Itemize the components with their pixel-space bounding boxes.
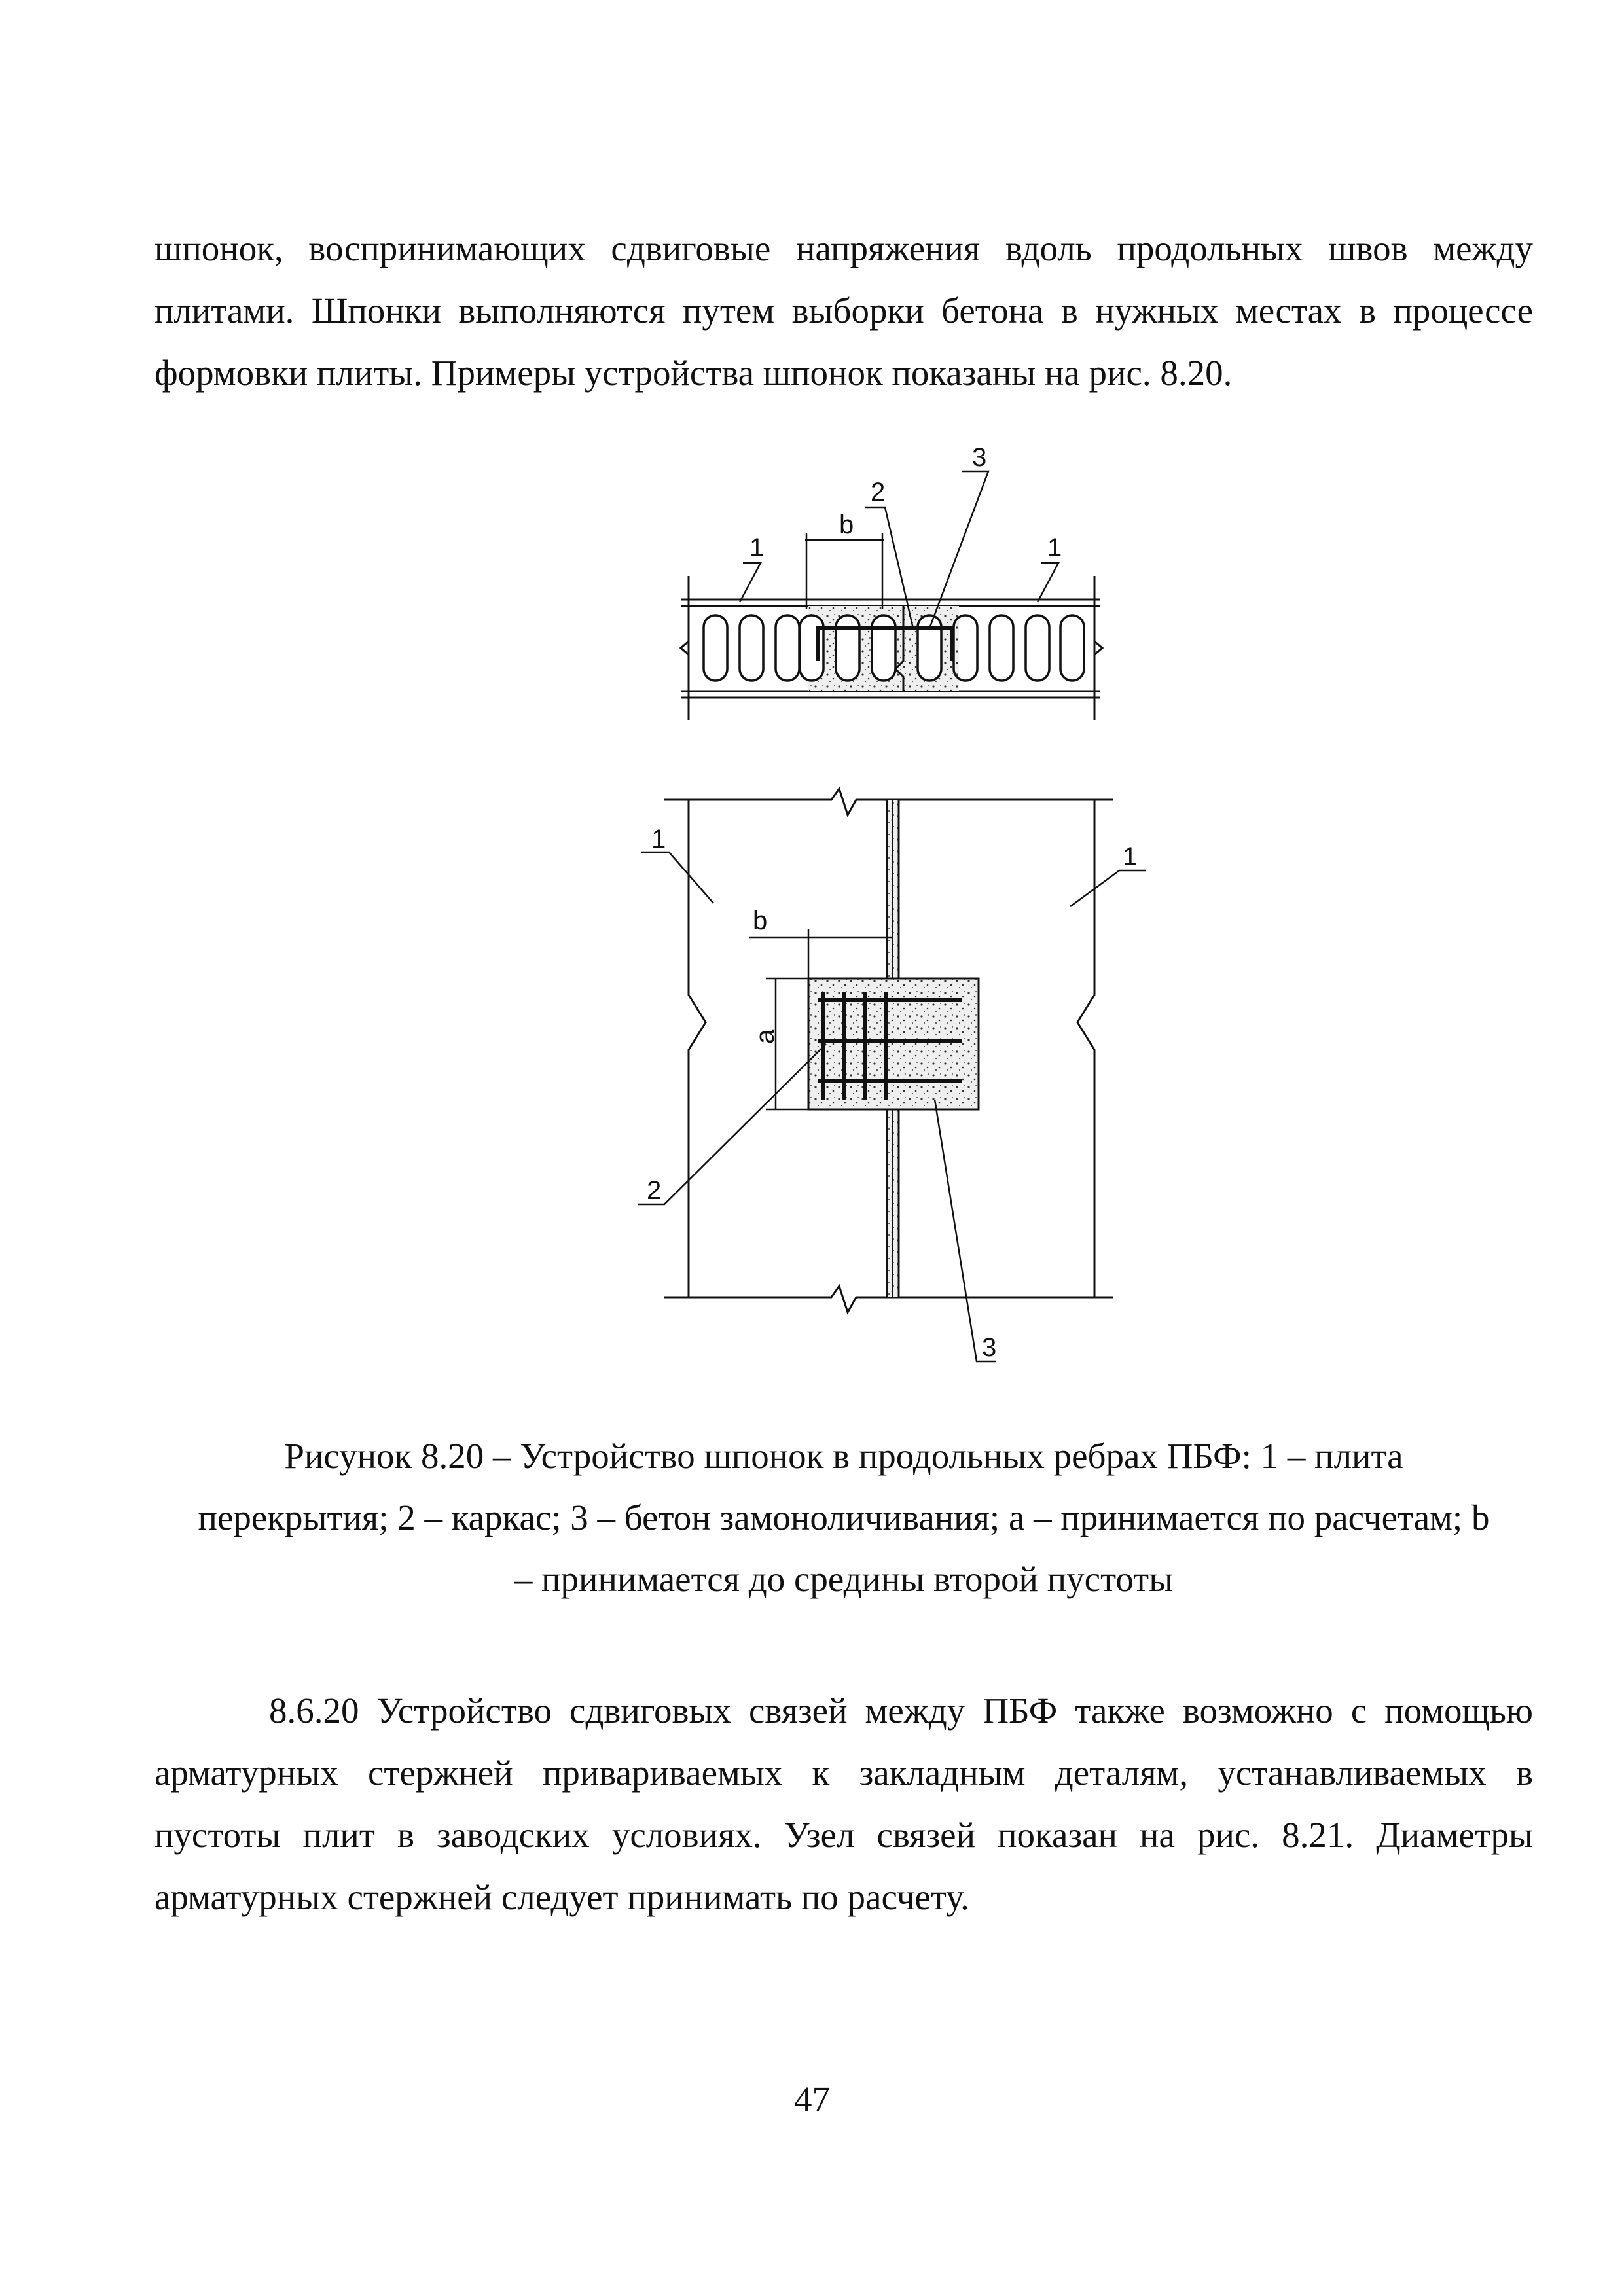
caption-line: – принимается до средины второй пустоты	[514, 1559, 1174, 1599]
paragraph-line: пустоты плит в заводских условиях. Узел связей показан на рис. 8.21. Диаметры	[154, 1815, 1533, 1855]
label-dim-b: b	[753, 906, 768, 935]
label-frame: 2	[647, 1176, 662, 1205]
paragraph-bottom	[154, 1679, 1533, 1928]
label-plate-left: 1	[651, 825, 666, 853]
section-view	[681, 471, 1102, 720]
paragraph-line: 8.6.20 Устройство сдвиговых связей между ПБФ также возможно с помощью	[269, 1691, 1533, 1731]
paragraph-line: арматурных стержней привариваемых к закладным деталям, устанавливаемых в	[154, 1753, 1533, 1793]
label-plate-right: 1	[1123, 842, 1138, 871]
label-plate-left: 1	[749, 533, 765, 562]
label-concrete: 3	[972, 443, 987, 472]
plan-view	[638, 789, 1146, 1361]
page-number: 47	[794, 2079, 830, 2119]
paragraph-line: шпонок, воспринимающих сдвиговые напряжения вдоль продольных швов между	[154, 228, 1533, 268]
label-frame: 2	[871, 478, 886, 507]
paragraph-line: формовки плиты. Примеры устройства шпонок показаны на рис. 8.20.	[154, 353, 1233, 393]
paragraph-line: арматурных стержней следует принимать по расчету.	[154, 1877, 969, 1917]
figure-caption	[154, 1426, 1533, 1610]
label-concrete: 3	[982, 1333, 997, 1362]
caption-line: перекрытия; 2 – каркас; 3 – бетон замоноличивания; а – принимается по расчетам; b	[198, 1498, 1490, 1537]
label-dim-b: b	[839, 511, 854, 539]
caption-line: Рисунок 8.20 – Устройство шпонок в продольных ребрах ПБФ: 1 – плита	[284, 1436, 1403, 1476]
label-dim-a: a	[751, 1029, 780, 1044]
paragraph-line: плитами. Шпонки выполняются путем выборки бетона в нужных местах в процессе	[154, 291, 1533, 331]
label-plate-right: 1	[1047, 533, 1062, 562]
